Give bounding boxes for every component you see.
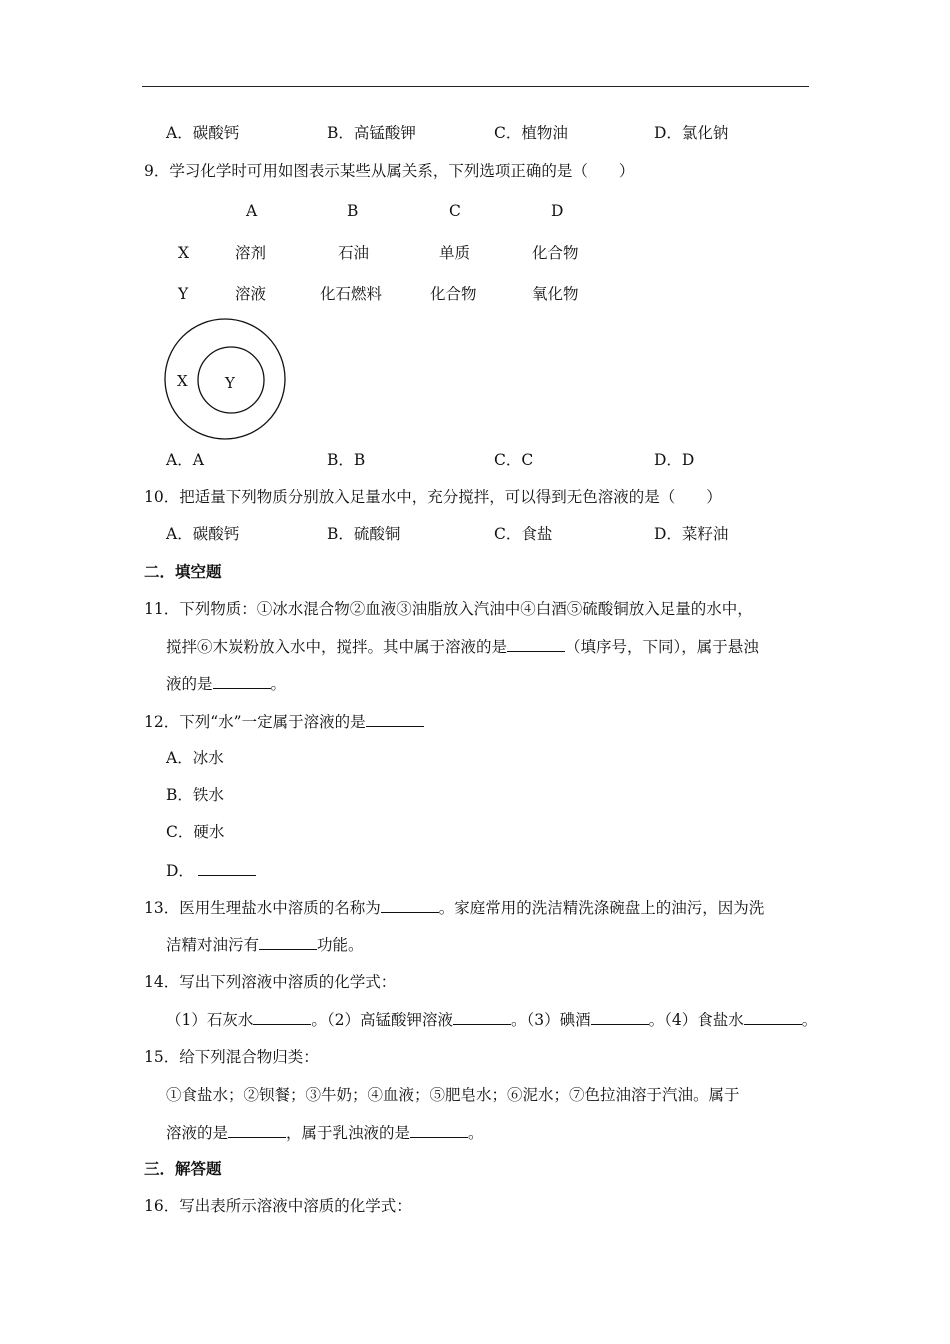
q12-option-d-label: D． (166, 862, 194, 880)
q8-option-b: B．高锰酸钾 (327, 124, 416, 142)
q10-option-a: A．碳酸钙 (166, 525, 240, 543)
q9-col-d: D (551, 202, 564, 220)
q14-end: 。 (801, 1011, 818, 1029)
q11-blank-solution[interactable] (507, 636, 565, 652)
q9-row-y-a: 溶液 (235, 285, 267, 303)
q9-row-y-b: 化石燃料 (320, 285, 383, 303)
q10-option-b: B．硫酸铜 (327, 525, 401, 543)
q14-blank-2[interactable] (453, 1009, 511, 1025)
q9-inclusion-diagram (163, 318, 289, 442)
section-heading-fill-blank: 二．填空题 (144, 562, 222, 581)
q10-option-d: D．菜籽油 (654, 525, 729, 543)
q9-row-x-a: 溶剂 (235, 244, 267, 262)
q15-blank-emulsion[interactable] (410, 1122, 468, 1138)
q14-parts (166, 1009, 817, 1030)
q11-line3-end: 。 (270, 675, 287, 693)
q15-line2 (166, 1122, 484, 1143)
q14-part4: 。（4）食盐水 (648, 1011, 744, 1029)
q13-line1 (144, 897, 764, 918)
q9-row-y-c: 化合物 (430, 285, 477, 303)
q13-line2-text: 洁精对油污有 (166, 936, 260, 954)
q15-line2-end: 。 (468, 1124, 484, 1142)
q9-col-b: B (347, 202, 359, 220)
q9-option-c: C．C (494, 451, 534, 469)
q10-option-c: C．食盐 (494, 525, 553, 543)
q13-blank-function[interactable] (259, 934, 317, 950)
q12-blank-option-d[interactable] (198, 860, 256, 876)
q12-blank-answer[interactable] (366, 711, 424, 727)
q9-col-c: C (449, 202, 461, 220)
q14-blank-4[interactable] (744, 1009, 802, 1025)
q14-part1: （1）石灰水 (166, 1011, 254, 1029)
q13-line2 (166, 934, 364, 955)
q11-line2-text-b: （填序号，下同），属于悬浊 (565, 638, 759, 656)
q13-line1-text: 13．医用生理盐水中溶质的名称为 (144, 899, 381, 917)
q15-line1: ①食盐水；②钡餐；③牛奶；④血液；⑤肥皂水；⑥泥水；⑦色拉油溶于汽油。属于 (166, 1086, 740, 1104)
q12-stem (144, 711, 424, 732)
q14-stem: 14．写出下列溶液中溶质的化学式： (144, 973, 397, 991)
q9-stem: 9．学习化学时可用如图表示某些从属关系，下列选项正确的是（ ） (144, 162, 635, 180)
q8-option-d: D．氯化钠 (654, 124, 729, 142)
q11-blank-suspension[interactable] (213, 673, 271, 689)
q15-line2-text-b: ，属于乳浊液的是 (286, 1124, 411, 1142)
q15-line2-text: 溶液的是 (166, 1124, 229, 1142)
q11-line1: 11．下列物质：①冰水混合物②血液③油脂放入汽油中④白酒⑤硫酸铜放入足量的水中， (144, 600, 753, 618)
q14-blank-1[interactable] (253, 1009, 311, 1025)
q9-row-y-label: Y (178, 285, 189, 303)
q12-option-d (166, 860, 256, 881)
q13-line2-end: 功能。 (317, 936, 364, 954)
q9-option-b: B．B (327, 451, 366, 469)
q12-stem-text: 12．下列“水”一定属于溶液的是 (144, 713, 366, 731)
q8-option-c: C．植物油 (494, 124, 568, 142)
outer-label: X (177, 372, 188, 390)
q9-row-x-d: 化合物 (532, 244, 579, 262)
q8-option-a: A．碳酸钙 (166, 124, 240, 142)
header-rule (142, 86, 809, 87)
q16-stem: 16．写出表所示溶液中溶质的化学式： (144, 1197, 412, 1215)
section-heading-answer: 三．解答题 (144, 1159, 222, 1178)
q11-line2-text: 搅拌⑥木炭粉放入水中，搅拌。其中属于溶液的是 (166, 638, 508, 656)
q9-col-a: A (246, 202, 258, 220)
q9-option-d: D．D (654, 451, 695, 469)
q9-option-a: A．A (166, 451, 204, 469)
q14-part3: 。（3）碘酒 (511, 1011, 591, 1029)
q15-blank-solution[interactable] (228, 1122, 286, 1138)
q10-stem: 10．把适量下列物质分别放入足量水中，充分搅拌，可以得到无色溶液的是（ ） (144, 488, 722, 506)
q9-row-x-c: 单质 (439, 244, 471, 262)
q14-part2: 。（2）高锰酸钾溶液 (311, 1011, 453, 1029)
q12-option-a: A．冰水 (166, 749, 224, 767)
q12-option-c: C．硬水 (166, 823, 225, 841)
q11-line3 (166, 673, 286, 694)
inner-label: Y (225, 374, 235, 392)
q13-blank-solute[interactable] (381, 897, 439, 913)
q15-stem: 15．给下列混合物归类： (144, 1048, 319, 1066)
q11-line2 (166, 636, 759, 657)
q9-row-x-label: X (178, 244, 190, 262)
q9-row-y-d: 氧化物 (532, 285, 579, 303)
q11-line3-text: 液的是 (166, 675, 213, 693)
q9-row-x-b: 石油 (338, 244, 370, 262)
q12-option-b: B．铁水 (166, 786, 224, 804)
q14-blank-3[interactable] (591, 1009, 649, 1025)
q13-line1-text-b: 。家庭常用的洗洁精洗涤碗盘上的油污，因为洗 (438, 899, 765, 917)
